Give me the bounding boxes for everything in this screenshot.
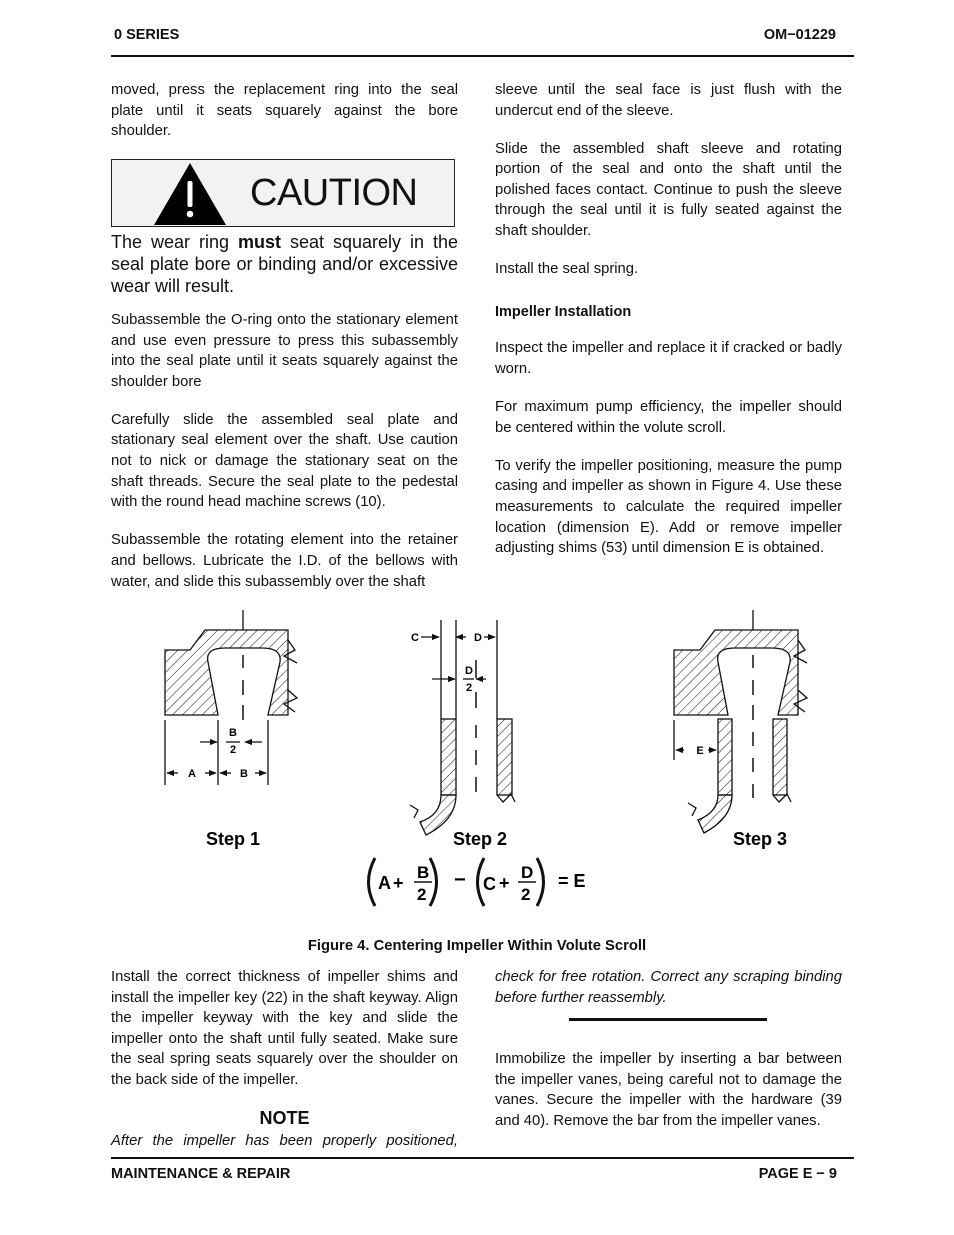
caution-title: CAUTION [250,172,418,214]
formula-plus-2: + [499,873,510,893]
caution-text [111,231,458,297]
dim-label-b-numerator: B [229,727,237,739]
step1-drawing [165,610,297,785]
caution-text-part: The wear ring [111,232,238,252]
bottom-left-column [111,967,458,1108]
dim-label-d: D [474,632,482,644]
left-column [111,310,458,610]
formula-a: A [378,873,391,893]
caution-text-part: seat squarely in the seal plate bore or binding and/or excessive wear will result. [111,232,458,296]
step2-drawing [410,620,515,835]
paragraph: For maximum pump efficiency, the impeller should be centered within the volute scroll. [495,399,842,436]
caution-box [111,159,455,227]
note-title: NOTE [259,1108,310,1128]
note-end-rule [569,1018,767,1021]
formula-d: D [521,863,534,882]
dim-label-d-denominator: 2 [465,682,473,694]
formula [369,858,586,906]
paragraph: Subassemble the O-ring onto the stationary element and use even pressure to press this subassembly into the seal plate until it seats squarely against the shoulder bore [111,312,458,390]
dim-label-e: E [696,745,704,757]
note-text-end: check for free rotation. Correct any scraping binding before further reassembly. [495,969,842,1006]
paragraph: sleeve until the seal face is just flush with the undercut end of the sleeve. [495,82,842,119]
note-text-start: After the impeller has been properly positioned, [111,1133,458,1149]
dim-label-d-numerator: D [465,665,473,677]
step2-label: Step 2 [452,829,508,849]
header-rule [111,55,854,57]
paragraph: Install the correct thickness of impeller shims and install the impeller key (22) in the shaft keyway. Align the impeller keyway with the key and slide the impeller onto the shaft until fully seated. Make sure the seal spring seats squarely over the shoulder on the back side of the impeller. [111,969,458,1088]
formula-b: B [417,863,430,882]
formula-equals-e: = E [558,871,586,891]
warning-triangle-icon [150,159,230,227]
dim-label-a: A [188,768,196,780]
caution-text-bold: must [237,232,281,252]
section-heading: Impeller Installation [495,303,632,320]
formula-two-2: 2 [521,885,531,904]
footer-section-title: MAINTENANCE & REPAIR [111,1166,291,1182]
right-column [495,80,842,576]
dim-label-c: C [411,632,419,644]
paragraph: Immobilize the impeller by inserting a bar between the impeller vanes, being careful not to damage the vanes. Secure the impeller with the hardware (39 and 40). Remove the bar from the impeller vanes. [495,1051,842,1129]
paragraph: Subassemble the rotating element into the retainer and bellows. Lubricate the I.D. of the bellows with water, and slide this subassembly over the shaft [111,532,458,590]
dim-label-b: B [240,768,248,780]
paragraph: Install the seal spring. [495,261,639,278]
paragraph: To verify the impeller positioning, measure the pump casing and impeller as shown in Figure 4. Use these measurements to calculate the required impeller location (dimension E). Add or remove impeller adjusting shims (53) until dimension E is obtained. [495,457,842,557]
dim-label-b-denominator: 2 [229,744,237,756]
running-header-doc-number: OM−01229 [763,27,836,43]
formula-minus: − [454,869,466,891]
figure-caption: Figure 4. Centering Impeller Within Volute Scroll [307,938,647,954]
footer-page-number: PAGE E − 9 [758,1166,837,1182]
figure-4-diagram [0,600,954,920]
formula-c: C [483,874,496,894]
footer-rule [111,1157,854,1159]
step3-label: Step 3 [732,829,788,849]
paragraph: Inspect the impeller and replace it if cracked or badly worn. [495,340,842,377]
paragraph: moved, press the replacement ring into the seal plate until it seats squarely against the bore shoulder. [111,82,458,140]
formula-plus: + [393,873,404,893]
bottom-right-column [495,1049,842,1149]
step1-label: Step 1 [205,829,261,849]
running-header-series: 0 SERIES [114,27,180,43]
paragraph: Slide the assembled shaft sleeve and rotating portion of the seal and onto the shaft until the polished faces contact. Continue to push the sleeve through the seal until it is fully seated against the shaft shoulder. [495,140,842,240]
paragraph: Carefully slide the assembled seal plate and stationary seal element over the shaft. Use caution not to nick or damage the stationary seat on the shaft threads. Secure the seal plate to the pedestal with the round head machine screws (10). [111,411,458,511]
step3-drawing [674,610,807,833]
formula-two-1: 2 [417,885,427,904]
left-column-top [111,80,458,159]
